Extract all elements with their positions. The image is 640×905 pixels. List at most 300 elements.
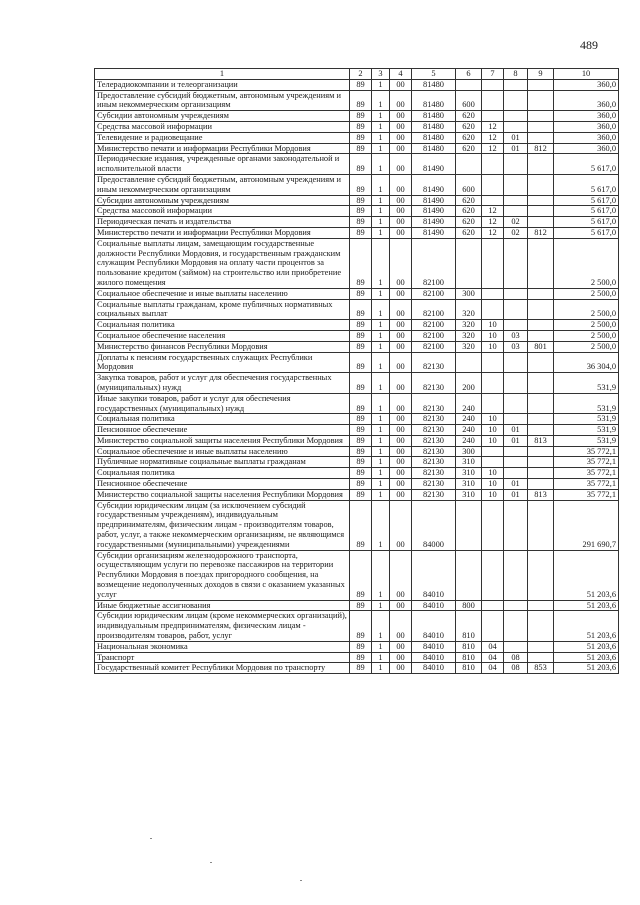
row-description: Телерадиокомпании и телеорганизации <box>95 79 350 90</box>
row-code-4: 00 <box>390 121 412 132</box>
row-code-3: 1 <box>372 611 390 641</box>
row-code-3: 1 <box>372 330 390 341</box>
row-code-2: 89 <box>350 111 372 122</box>
row-description: Периодическая печать и издательства <box>95 217 350 228</box>
row-code-3: 1 <box>372 206 390 217</box>
row-code-5: 81490 <box>412 174 456 195</box>
row-code-4: 00 <box>390 195 412 206</box>
row-description: Социальная политика <box>95 468 350 479</box>
row-code-8: 02 <box>504 217 528 228</box>
row-amount: 51 203,6 <box>554 600 619 611</box>
row-code-4: 00 <box>390 299 412 320</box>
row-code-3: 1 <box>372 479 390 490</box>
row-code-5: 82100 <box>412 238 456 288</box>
row-code-7 <box>482 373 504 394</box>
row-code-7: 04 <box>482 641 504 652</box>
row-code-3: 1 <box>372 352 390 373</box>
row-code-2: 89 <box>350 217 372 228</box>
table-row <box>95 489 619 500</box>
table-row <box>95 373 619 394</box>
row-code-8 <box>504 352 528 373</box>
row-description: Транспорт <box>95 652 350 663</box>
row-code-5: 82130 <box>412 489 456 500</box>
row-code-3: 1 <box>372 299 390 320</box>
row-description: Публичные нормативные социальные выплаты гражданам <box>95 457 350 468</box>
row-amount: 2 500,0 <box>554 341 619 352</box>
row-description: Национальная экономика <box>95 641 350 652</box>
table-row <box>95 121 619 132</box>
row-code-7: 10 <box>482 320 504 331</box>
row-code-6: 300 <box>456 288 482 299</box>
row-code-8 <box>504 154 528 175</box>
row-code-4: 00 <box>390 435 412 446</box>
row-code-6 <box>456 154 482 175</box>
row-code-6: 810 <box>456 641 482 652</box>
table-row <box>95 352 619 373</box>
row-amount: 531,9 <box>554 373 619 394</box>
row-description: Субсидии организациям железнодорожного транспорта, осуществляющим услуги по перевозке пассажиров на территории Республики Мордовия в поездах пригородного сообщения, на возмещение недополученных доходов в связи с оказанием указанных услуг <box>95 550 350 600</box>
row-description: Субсидии автономным учреждениям <box>95 195 350 206</box>
row-code-8 <box>504 373 528 394</box>
row-code-2: 89 <box>350 468 372 479</box>
row-code-9 <box>528 600 554 611</box>
row-code-8 <box>504 79 528 90</box>
table-row <box>95 479 619 490</box>
row-code-8 <box>504 320 528 331</box>
row-description: Телевидение и радиовещание <box>95 132 350 143</box>
row-code-7 <box>482 550 504 600</box>
row-code-3: 1 <box>372 288 390 299</box>
row-code-5: 81480 <box>412 121 456 132</box>
row-code-6: 310 <box>456 468 482 479</box>
row-code-2: 89 <box>350 79 372 90</box>
row-code-2: 89 <box>350 550 372 600</box>
scan-speck <box>150 838 152 839</box>
row-amount: 291 690,7 <box>554 500 619 550</box>
row-code-9 <box>528 288 554 299</box>
row-code-9 <box>528 393 554 414</box>
row-code-9 <box>528 652 554 663</box>
row-code-8 <box>504 611 528 641</box>
row-amount: 35 772,1 <box>554 446 619 457</box>
row-code-5: 81480 <box>412 132 456 143</box>
row-code-3: 1 <box>372 663 390 674</box>
row-code-2: 89 <box>350 299 372 320</box>
row-amount: 2 500,0 <box>554 330 619 341</box>
table-row <box>95 641 619 652</box>
row-code-4: 00 <box>390 143 412 154</box>
row-amount: 360,0 <box>554 79 619 90</box>
table-row <box>95 341 619 352</box>
row-amount: 35 772,1 <box>554 457 619 468</box>
budget-table-container <box>94 68 618 674</box>
row-description: Социальное обеспечение населения <box>95 330 350 341</box>
row-code-5: 84010 <box>412 550 456 600</box>
row-code-6: 240 <box>456 435 482 446</box>
row-amount: 2 500,0 <box>554 238 619 288</box>
row-code-3: 1 <box>372 79 390 90</box>
row-code-5: 82130 <box>412 393 456 414</box>
row-code-6: 620 <box>456 195 482 206</box>
row-code-3: 1 <box>372 121 390 132</box>
row-code-2: 89 <box>350 641 372 652</box>
row-code-7 <box>482 79 504 90</box>
row-code-8 <box>504 641 528 652</box>
row-code-9 <box>528 479 554 490</box>
row-code-9: 812 <box>528 143 554 154</box>
row-code-2: 89 <box>350 479 372 490</box>
row-code-2: 89 <box>350 373 372 394</box>
row-code-5: 82100 <box>412 299 456 320</box>
row-code-8 <box>504 600 528 611</box>
row-code-2: 89 <box>350 195 372 206</box>
table-row <box>95 143 619 154</box>
row-code-4: 00 <box>390 174 412 195</box>
row-code-4: 00 <box>390 238 412 288</box>
row-amount: 360,0 <box>554 121 619 132</box>
row-code-4: 00 <box>390 611 412 641</box>
row-description: Социальное обеспечение и иные выплаты населению <box>95 446 350 457</box>
row-amount: 5 617,0 <box>554 206 619 217</box>
row-code-2: 89 <box>350 435 372 446</box>
row-code-2: 89 <box>350 600 372 611</box>
row-code-6 <box>456 550 482 600</box>
row-code-9 <box>528 641 554 652</box>
row-code-9 <box>528 195 554 206</box>
row-code-7: 12 <box>482 121 504 132</box>
row-code-8: 01 <box>504 425 528 436</box>
row-code-3: 1 <box>372 227 390 238</box>
table-row <box>95 550 619 600</box>
row-code-2: 89 <box>350 414 372 425</box>
row-code-6: 600 <box>456 90 482 111</box>
row-code-7: 10 <box>482 468 504 479</box>
row-code-8 <box>504 446 528 457</box>
row-code-9 <box>528 352 554 373</box>
row-code-3: 1 <box>372 446 390 457</box>
table-row <box>95 174 619 195</box>
row-description: Иные бюджетные ассигнования <box>95 600 350 611</box>
table-row <box>95 154 619 175</box>
row-code-6: 620 <box>456 132 482 143</box>
table-row <box>95 652 619 663</box>
row-code-7: 10 <box>482 489 504 500</box>
row-code-6: 620 <box>456 121 482 132</box>
row-code-5: 84010 <box>412 663 456 674</box>
row-code-5: 82130 <box>412 352 456 373</box>
row-code-3: 1 <box>372 154 390 175</box>
row-code-3: 1 <box>372 341 390 352</box>
row-code-3: 1 <box>372 90 390 111</box>
row-code-5: 84000 <box>412 500 456 550</box>
row-code-3: 1 <box>372 500 390 550</box>
row-code-9 <box>528 217 554 228</box>
row-code-4: 00 <box>390 206 412 217</box>
row-code-7: 12 <box>482 143 504 154</box>
table-row <box>95 195 619 206</box>
row-description: Субсидии юридическим лицам (за исключением субсидий государственным учреждениям), индивидуальным предпринимателям, физическим лицам - производителям товаров, работ, услуг, а также некоммерческим организациям, не являющимся государственными (муниципальными) учреждениями <box>95 500 350 550</box>
row-code-2: 89 <box>350 500 372 550</box>
row-amount: 531,9 <box>554 435 619 446</box>
row-amount: 35 772,1 <box>554 479 619 490</box>
row-code-4: 00 <box>390 641 412 652</box>
row-amount: 5 617,0 <box>554 217 619 228</box>
table-row <box>95 468 619 479</box>
row-code-5: 81490 <box>412 217 456 228</box>
row-code-9: 812 <box>528 227 554 238</box>
row-description: Доплаты к пенсиям государственных служащих Республики Мордовия <box>95 352 350 373</box>
row-code-9: 853 <box>528 663 554 674</box>
row-code-4: 00 <box>390 111 412 122</box>
row-code-9 <box>528 206 554 217</box>
row-code-3: 1 <box>372 489 390 500</box>
row-description: Министерство печати и информации Республики Мордовия <box>95 143 350 154</box>
row-code-7: 04 <box>482 663 504 674</box>
row-code-9 <box>528 457 554 468</box>
row-code-4: 00 <box>390 217 412 228</box>
row-code-3: 1 <box>372 373 390 394</box>
row-code-3: 1 <box>372 174 390 195</box>
row-code-8 <box>504 238 528 288</box>
row-code-6: 200 <box>456 373 482 394</box>
table-row <box>95 600 619 611</box>
row-code-2: 89 <box>350 352 372 373</box>
scan-speck <box>210 862 212 863</box>
row-code-2: 89 <box>350 341 372 352</box>
row-code-9 <box>528 468 554 479</box>
row-code-2: 89 <box>350 132 372 143</box>
row-code-4: 00 <box>390 489 412 500</box>
row-code-6: 810 <box>456 663 482 674</box>
column-header: 9 <box>528 69 554 80</box>
table-row <box>95 206 619 217</box>
table-row <box>95 79 619 90</box>
column-header: 2 <box>350 69 372 80</box>
row-code-5: 84010 <box>412 611 456 641</box>
row-code-5: 82130 <box>412 435 456 446</box>
row-code-3: 1 <box>372 550 390 600</box>
row-code-2: 89 <box>350 206 372 217</box>
row-amount: 51 203,6 <box>554 641 619 652</box>
row-code-2: 89 <box>350 154 372 175</box>
row-code-9 <box>528 611 554 641</box>
row-code-6 <box>456 352 482 373</box>
row-code-5: 81480 <box>412 111 456 122</box>
row-description: Средства массовой информации <box>95 121 350 132</box>
row-code-8: 03 <box>504 341 528 352</box>
row-code-9 <box>528 121 554 132</box>
row-code-2: 89 <box>350 143 372 154</box>
row-code-7 <box>482 299 504 320</box>
row-code-7: 10 <box>482 435 504 446</box>
row-description: Социальные выплаты гражданам, кроме публичных нормативных социальных выплат <box>95 299 350 320</box>
row-amount: 35 772,1 <box>554 468 619 479</box>
row-code-4: 00 <box>390 288 412 299</box>
table-row <box>95 227 619 238</box>
row-code-5: 82130 <box>412 479 456 490</box>
row-code-2: 89 <box>350 663 372 674</box>
row-code-4: 00 <box>390 414 412 425</box>
row-code-7 <box>482 288 504 299</box>
row-code-9: 813 <box>528 489 554 500</box>
table-row <box>95 132 619 143</box>
row-code-7 <box>482 154 504 175</box>
row-amount: 2 500,0 <box>554 320 619 331</box>
row-code-9 <box>528 79 554 90</box>
row-code-6 <box>456 500 482 550</box>
row-code-6: 320 <box>456 341 482 352</box>
row-code-9 <box>528 320 554 331</box>
row-code-2: 89 <box>350 238 372 288</box>
row-code-3: 1 <box>372 111 390 122</box>
table-row <box>95 288 619 299</box>
row-code-3: 1 <box>372 468 390 479</box>
row-code-7: 12 <box>482 217 504 228</box>
row-code-6: 810 <box>456 611 482 641</box>
row-code-9: 813 <box>528 435 554 446</box>
table-row <box>95 393 619 414</box>
row-code-7: 12 <box>482 206 504 217</box>
row-code-5: 81490 <box>412 227 456 238</box>
row-code-6: 810 <box>456 652 482 663</box>
table-row <box>95 238 619 288</box>
row-code-3: 1 <box>372 425 390 436</box>
row-code-4: 00 <box>390 79 412 90</box>
row-code-2: 89 <box>350 652 372 663</box>
row-amount: 51 203,6 <box>554 652 619 663</box>
row-code-2: 89 <box>350 489 372 500</box>
row-code-6: 320 <box>456 299 482 320</box>
row-code-5: 82100 <box>412 330 456 341</box>
row-code-7: 12 <box>482 227 504 238</box>
row-code-5: 84010 <box>412 600 456 611</box>
row-code-6: 620 <box>456 206 482 217</box>
row-code-6: 240 <box>456 393 482 414</box>
row-code-3: 1 <box>372 217 390 228</box>
row-code-8 <box>504 550 528 600</box>
row-code-5: 81490 <box>412 206 456 217</box>
scan-speck <box>300 880 302 881</box>
row-code-4: 00 <box>390 341 412 352</box>
row-code-7: 10 <box>482 479 504 490</box>
column-header: 8 <box>504 69 528 80</box>
row-code-8 <box>504 457 528 468</box>
row-code-4: 00 <box>390 550 412 600</box>
row-code-8 <box>504 414 528 425</box>
row-code-9 <box>528 299 554 320</box>
row-code-4: 00 <box>390 600 412 611</box>
row-code-7 <box>482 238 504 288</box>
table-row <box>95 414 619 425</box>
row-code-9 <box>528 414 554 425</box>
row-code-6: 320 <box>456 320 482 331</box>
row-code-8 <box>504 500 528 550</box>
row-code-2: 89 <box>350 457 372 468</box>
row-code-4: 00 <box>390 425 412 436</box>
row-code-7 <box>482 195 504 206</box>
row-code-8 <box>504 468 528 479</box>
row-code-9 <box>528 330 554 341</box>
row-amount: 531,9 <box>554 425 619 436</box>
table-row <box>95 446 619 457</box>
row-code-7 <box>482 457 504 468</box>
row-description: Социальная политика <box>95 320 350 331</box>
row-amount: 360,0 <box>554 90 619 111</box>
row-code-8 <box>504 393 528 414</box>
row-amount: 5 617,0 <box>554 154 619 175</box>
table-header-row <box>95 69 619 80</box>
row-code-5: 81480 <box>412 143 456 154</box>
column-header: 1 <box>95 69 350 80</box>
row-code-5: 81480 <box>412 79 456 90</box>
row-description: Субсидии юридическим лицам (кроме некоммерческих организаций), индивидуальным предпринимателям, физическим лицам - производителям товаров, работ, услуг <box>95 611 350 641</box>
row-code-9 <box>528 238 554 288</box>
row-code-9 <box>528 373 554 394</box>
row-code-6 <box>456 238 482 288</box>
row-code-7 <box>482 393 504 414</box>
row-description: Пенсионное обеспечение <box>95 425 350 436</box>
row-description: Государственный комитет Республики Мордовия по транспорту <box>95 663 350 674</box>
row-code-6: 620 <box>456 143 482 154</box>
row-code-6: 310 <box>456 489 482 500</box>
row-code-4: 00 <box>390 227 412 238</box>
row-code-3: 1 <box>372 414 390 425</box>
row-code-5: 82130 <box>412 457 456 468</box>
row-code-3: 1 <box>372 238 390 288</box>
row-code-5: 81490 <box>412 195 456 206</box>
row-code-7: 12 <box>482 132 504 143</box>
row-code-4: 00 <box>390 90 412 111</box>
row-amount: 35 772,1 <box>554 489 619 500</box>
row-code-8: 08 <box>504 663 528 674</box>
row-code-6: 600 <box>456 174 482 195</box>
row-description: Пенсионное обеспечение <box>95 479 350 490</box>
row-code-3: 1 <box>372 132 390 143</box>
row-code-7 <box>482 90 504 111</box>
row-code-8 <box>504 174 528 195</box>
row-code-3: 1 <box>372 652 390 663</box>
row-code-3: 1 <box>372 195 390 206</box>
column-header: 6 <box>456 69 482 80</box>
row-code-8 <box>504 288 528 299</box>
row-code-3: 1 <box>372 641 390 652</box>
row-code-7 <box>482 611 504 641</box>
table-row <box>95 111 619 122</box>
row-code-7 <box>482 111 504 122</box>
row-code-8 <box>504 121 528 132</box>
table-row <box>95 663 619 674</box>
table-body <box>95 79 619 673</box>
row-amount: 5 617,0 <box>554 195 619 206</box>
page-number: 489 <box>580 38 598 52</box>
row-code-7 <box>482 500 504 550</box>
row-code-5: 82130 <box>412 425 456 436</box>
row-code-9 <box>528 500 554 550</box>
column-header: 5 <box>412 69 456 80</box>
row-code-8: 02 <box>504 227 528 238</box>
row-code-4: 00 <box>390 352 412 373</box>
row-code-6: 300 <box>456 446 482 457</box>
row-amount: 2 500,0 <box>554 288 619 299</box>
row-description: Министерство финансов Республики Мордовия <box>95 341 350 352</box>
row-description: Министерство социальной защиты населения Республики Мордовия <box>95 435 350 446</box>
row-code-5: 82100 <box>412 341 456 352</box>
row-amount: 51 203,6 <box>554 663 619 674</box>
row-code-7: 10 <box>482 341 504 352</box>
row-description: Предоставление субсидий бюджетным, автономным учреждениям и иным некоммерческим организациям <box>95 90 350 111</box>
row-code-4: 00 <box>390 446 412 457</box>
row-code-7 <box>482 446 504 457</box>
